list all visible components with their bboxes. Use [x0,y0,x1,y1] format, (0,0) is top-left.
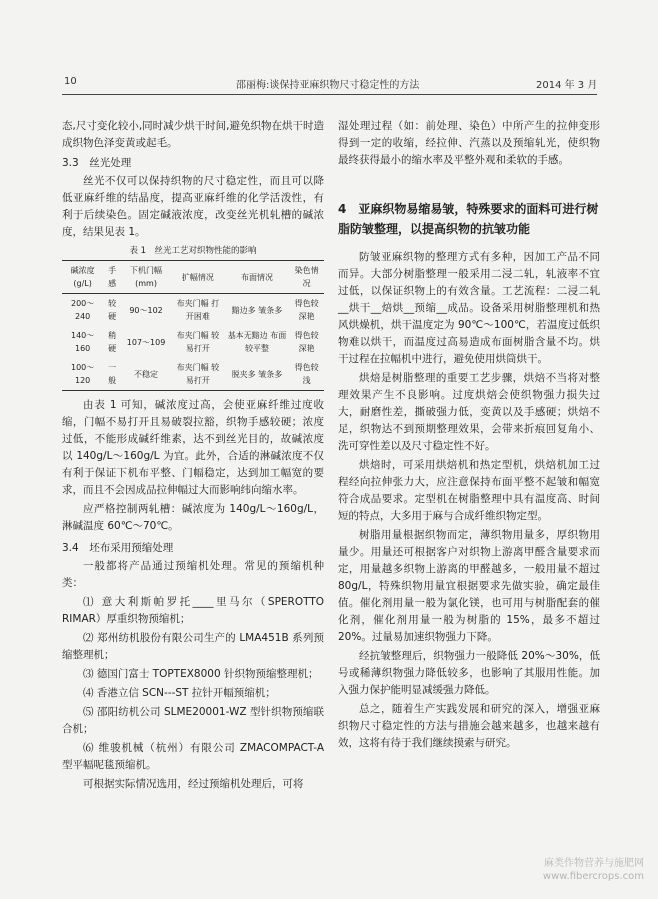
table-cell: 布夹门幅 打开困难 [176,299,220,321]
table-cell: 一般 [108,363,117,385]
table-cell: 100～120 [70,363,95,385]
table-row [62,358,324,391]
paragraph: 防皱亚麻织物的整理方式有多种，因加工产品不同而异。大部分树脂整理一般采用二浸二轧，轧液率不宜过低，以保证织物上的有效含量。工艺流程：二浸二轧__烘干__焙烘__预缩__成品。设备采用树脂整理机和热风烘燥机，烘干温度定为 90℃～100℃，若温度过低织物难以烘干，而温度过高易造成布面树脂含量不均。烘干过程在拉幅机中进行，避免使用烘筒烘干。 [338,251,600,365]
table-cell: 得色较深艳 [294,331,319,353]
table-caption: 表 1 丝光工艺对织物性能的影响 [129,246,257,256]
paragraph: 由表 1 可知，碱浓度过高，会使亚麻纤维过度收缩，门幅不易打开且易破裂拉豁，织物手感较硬；浓度过低，不能形成碱纤维素，达不到丝光目的，故碱浓度以 140g/L～160g/L 为宜。此外，合适的淋碱浓度不仅有利于保证下机布平整、门幅稳定，达到加工幅宽的要求，而且不会因成品拉伸幅过大而影响纬向缩水率。 [62,399,324,496]
header-rule [62,94,597,95]
paragraph: 总之，随着生产实践发展和研究的深入，增强亚麻织物尺寸稳定性的方法与措施会越来越多，也越来越有效，这将有待于我们继续摸索与研究。 [338,703,600,749]
table-cell: 得色较浅 [294,363,319,385]
table-cell: 不稳定 [134,369,159,379]
paragraph: 丝光不仅可以保持织物的尺寸稳定性，而且可以降低亚麻纤维的结晶度，提高亚麻纤维的化学活泼性，有利于后续染色。固定碱液浓度，改变丝光机轧槽的碱浓度，结果见表 1。 [62,175,324,238]
table-cell: 布夹门幅 较易打开 [176,363,220,385]
paragraph: 湿处理过程（如：前处理、染色）中所产生的拉伸变形得到一定的收缩，经拉伸、汽蒸以及预缩轧光，使织物最终获得最小的缩水率及平整外观和柔软的手感。 [338,120,600,166]
watermark [543,857,644,883]
paragraph: 经抗皱整理后，织物强力一般降低 20%～30%，低号或稀薄织物强力降低较多，也影响了其服用性能。加入强力保护能明显减缓强力降低。 [338,650,600,696]
table-header-cell: 布面情况 [240,272,273,282]
table-cell: 较硬 [108,299,117,321]
paragraph: 烘焙是树脂整理的重要工艺步骤，烘焙不当将对整理效果产生不良影响。过度烘焙会使织物强力损失过大，耐磨性差，撕破强力低，变黄以及手感硬；烘焙不足，织物达不到预期整理效果，会带来折痕回复角小、洗可穿性差以及尺寸稳定性不好。 [338,372,600,452]
table-row [62,326,324,358]
watermark-line: 麻类作物营养与施肥网 [544,858,644,869]
section-heading-3-4: 3.4 坯布采用预缩处理 [62,542,174,554]
table-cell: 107～109 [126,337,166,347]
table-header-cell: 碱浓度 (g/L) [70,266,95,288]
table-cell: 200～240 [70,299,95,321]
paragraph: 烘焙时，可采用烘焙机和热定型机，烘焙机加工过程经向拉伸张力大，应注意保持布面平整不起皱和幅宽符合成品要求。定型机在树脂整理中具有温度高、时间短的特点，大多用于麻与合成纤维织物定型。 [338,459,600,522]
table-header-cell: 染色情况 [294,266,319,288]
left-column [62,118,324,795]
list-item: ⑴ 意大利斯帕罗托____里马尔（SPEROTTO RIMAR）厚重织物预缩机； [62,596,324,625]
table-cell: 90～102 [129,305,163,315]
issue-date: 2014 年 3 月 [536,80,598,91]
table-row [62,294,324,327]
page-number: 10 [64,76,77,87]
table-cell: 得色较深艳 [294,299,319,321]
mercerizing-table [62,260,324,391]
list-item: ⑸ 邵阳纺机公司 SLME20001-WZ 型针织物预缩联合机； [62,706,324,735]
paragraph: 一般都将产品通过预缩机处理。常见的预缩机种类： [62,560,324,589]
running-title: 邵丽梅:谈保持亚麻织物尺寸稳定性的方法 [236,80,420,91]
table-header-cell: 扩幅情况 [181,272,214,282]
watermark-url: www.fibercrops.com [542,871,644,882]
paragraph: 可根据实际情况选用，经过预缩机处理后，可将 [83,778,304,790]
table-cell: 布夹门幅 较易打开 [176,331,220,353]
paragraph: 树脂用量根据织物而定，薄织物用量多，厚织物用量少。用量还可根据客户对织物上游离甲醛含量要求而定，用量越多织物上游离的甲醛越多，一般用量不超过 80g/L，特殊织物用量宜根据要求先做实验，确定最佳值。催化剂用量一般为氯化镁，也可用与树脂配套的催化剂，催化剂用量一般为树脂的 15%，最多不超过 20%。过量易加速织物强力下降。 [338,529,600,643]
paragraph: 态,尺寸变化较小,同时减少烘干时间,避免织物在烘干时造成织物色泽变黄或起毛。 [62,120,325,149]
paragraph: 应严格控制两轧槽：碱浓度为 140g/L～160g/L，淋碱温度 60℃～70℃。 [62,503,324,532]
table-cell: 稍硬 [108,331,117,353]
section-heading-3-3: 3.3 丝光处理 [62,157,132,169]
table-cell: 脱夹多 皱条多 [231,369,283,379]
table-cell: 140～160 [70,331,95,353]
table-header-cell: 手感 [108,266,117,288]
table-header-cell: 下机门幅 (mm) [130,266,163,288]
table-cell: 黯边多 皱条多 [231,305,283,315]
list-item: ⑹ 维骏机械（杭州）有限公司 ZMACOMPACT-A 型平幅呢毯预缩机。 [62,742,324,771]
list-item: ⑶ 德国门富士 TOPTEX8000 针织物预缩整理机； [83,668,319,680]
list-item: ⑵ 郑州纺机股份有限公司生产的 LMA451B 系列预缩整理机； [62,632,324,661]
table-cell: 基本无黯边 布面较平整 [227,331,287,353]
table-header-row [62,261,324,294]
right-column [338,118,600,754]
section-heading-4: 4 亚麻织物易缩易皱，特殊要求的面料可进行树脂防皱整理，以提高织物的抗皱功能 [338,202,599,236]
list-item: ⑷ 香港立信 SCN---ST 拉针开幅预缩机； [83,687,276,699]
